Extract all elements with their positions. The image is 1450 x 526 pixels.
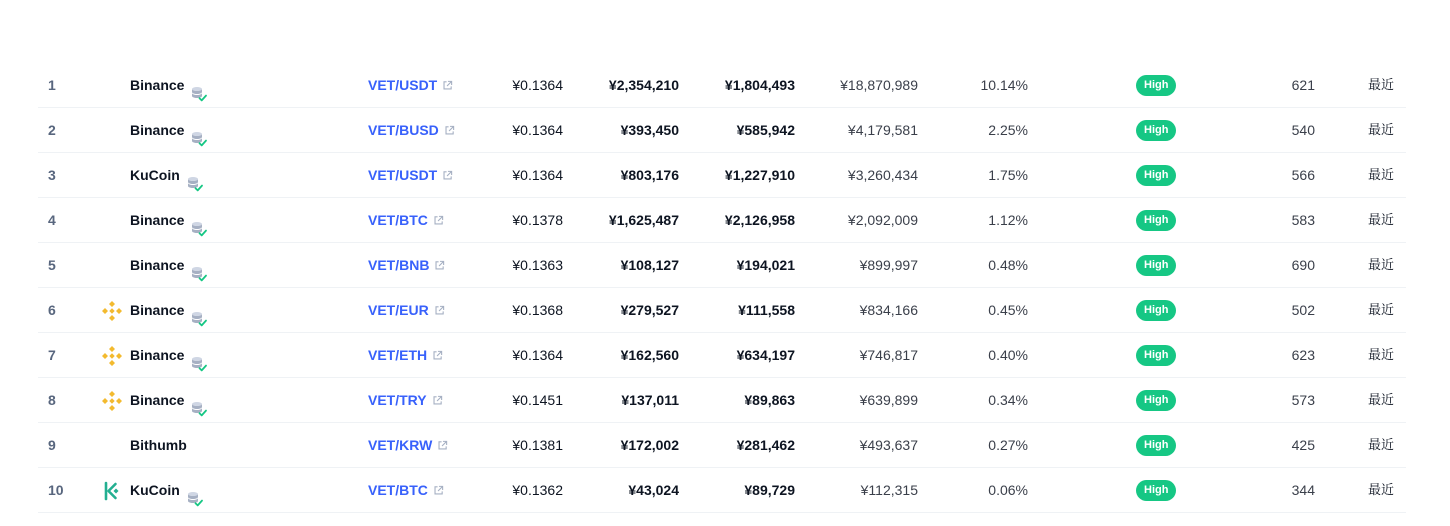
exchange-name[interactable]: Bithumb (130, 437, 187, 453)
depth-minus-cell: ¥585,942 (736, 122, 795, 138)
depth-plus-cell: ¥2,354,210 (608, 77, 679, 93)
pair-label[interactable]: VET/BTC (368, 482, 428, 498)
rank-cell: 2 (48, 122, 56, 138)
confidence-badge: High (1136, 255, 1176, 276)
updated-cell: 最近 (1368, 348, 1395, 363)
exchange-name[interactable]: Binance (130, 212, 185, 228)
pair-link[interactable] (368, 288, 445, 333)
updated-cell: 最近 (1368, 438, 1395, 453)
markets-table (38, 63, 1406, 513)
updated-cell: 最近 (1368, 168, 1395, 183)
updated-cell: 最近 (1368, 258, 1395, 273)
rank-cell: 4 (48, 212, 56, 228)
external-link-icon[interactable] (433, 215, 444, 226)
depth-minus-cell: ¥89,729 (744, 482, 795, 498)
table-row (38, 63, 1406, 108)
pair-link[interactable] (368, 423, 448, 468)
liquidity-score-cell: 344 (1291, 482, 1315, 498)
exchange-name[interactable]: KuCoin (130, 167, 180, 183)
volume-share-cell: 10.14% (980, 77, 1028, 93)
external-link-icon[interactable] (442, 80, 453, 91)
external-link-icon[interactable] (442, 170, 453, 181)
rank-cell: 6 (48, 302, 56, 318)
price-cell: ¥0.1364 (512, 167, 563, 183)
volume-cell: ¥834,166 (859, 302, 918, 318)
pair-label[interactable]: VET/BNB (368, 257, 430, 273)
exchange-name-cell[interactable] (130, 243, 208, 288)
volume-share-cell: 2.25% (988, 122, 1028, 138)
volume-share-cell: 0.45% (988, 302, 1028, 318)
database-check-icon (190, 211, 208, 229)
liquidity-score-cell: 623 (1291, 347, 1315, 363)
liquidity-score-cell: 502 (1291, 302, 1315, 318)
confidence-badge: High (1136, 120, 1176, 141)
exchange-name[interactable]: KuCoin (130, 482, 180, 498)
updated-cell: 最近 (1368, 213, 1395, 228)
volume-share-cell: 0.27% (988, 437, 1028, 453)
liquidity-score-cell: 425 (1291, 437, 1315, 453)
database-check-icon (190, 301, 208, 319)
database-check-icon (186, 166, 204, 184)
depth-minus-cell: ¥634,197 (736, 347, 795, 363)
volume-cell: ¥899,997 (859, 257, 918, 273)
pair-link[interactable] (368, 378, 443, 423)
exchange-name[interactable]: Binance (130, 257, 185, 273)
rank-cell: 1 (48, 77, 56, 93)
pair-label[interactable]: VET/ETH (368, 347, 428, 363)
updated-cell: 最近 (1368, 483, 1395, 498)
pair-link[interactable] (368, 153, 453, 198)
table-row (38, 243, 1406, 288)
pair-link[interactable] (368, 198, 444, 243)
volume-cell: ¥639,899 (859, 392, 918, 408)
pair-link[interactable] (368, 108, 455, 153)
depth-plus-cell: ¥108,127 (620, 257, 679, 273)
volume-share-cell: 1.75% (988, 167, 1028, 183)
database-check-icon (190, 256, 208, 274)
depth-plus-cell: ¥393,450 (620, 122, 679, 138)
exchange-name[interactable]: Binance (130, 77, 185, 93)
database-check-icon (190, 346, 208, 364)
volume-share-cell: 0.48% (988, 257, 1028, 273)
updated-cell: 最近 (1368, 123, 1395, 138)
table-row (38, 198, 1406, 243)
table-row (38, 153, 1406, 198)
depth-plus-cell: ¥137,011 (621, 392, 679, 408)
binance-logo-icon[interactable] (100, 389, 124, 413)
volume-share-cell: 0.06% (988, 482, 1028, 498)
price-cell: ¥0.1451 (512, 392, 563, 408)
depth-minus-cell: ¥1,227,910 (724, 167, 795, 183)
volume-cell: ¥493,637 (859, 437, 918, 453)
external-link-icon[interactable] (432, 395, 443, 406)
table-row (38, 333, 1406, 378)
external-link-icon[interactable] (434, 305, 445, 316)
volume-cell: ¥112,315 (860, 482, 918, 498)
confidence-badge: High (1136, 165, 1176, 186)
liquidity-score-cell: 540 (1291, 122, 1315, 138)
external-link-icon[interactable] (437, 440, 448, 451)
confidence-badge: High (1136, 75, 1176, 96)
updated-cell: 最近 (1368, 393, 1395, 408)
depth-plus-cell: ¥43,024 (628, 482, 679, 498)
rank-cell: 9 (48, 437, 56, 453)
rank-cell: 7 (48, 347, 56, 363)
pair-label[interactable]: VET/USDT (368, 77, 438, 93)
depth-minus-cell: ¥89,863 (744, 392, 795, 408)
exchange-name-cell[interactable] (130, 288, 208, 333)
volume-share-cell: 0.34% (988, 392, 1028, 408)
database-check-icon (190, 391, 208, 409)
price-cell: ¥0.1364 (512, 347, 563, 363)
depth-plus-cell: ¥162,560 (620, 347, 679, 363)
binance-logo-icon[interactable] (100, 299, 124, 323)
rank-cell: 5 (48, 257, 56, 273)
table-row (38, 108, 1406, 153)
volume-cell: ¥746,817 (859, 347, 918, 363)
pair-label[interactable]: VET/EUR (368, 302, 429, 318)
confidence-badge: High (1136, 435, 1176, 456)
exchange-name[interactable]: Binance (130, 302, 185, 318)
pair-label[interactable]: VET/BUSD (368, 122, 439, 138)
liquidity-score-cell: 621 (1291, 77, 1315, 93)
depth-minus-cell: ¥281,462 (736, 437, 795, 453)
pair-label[interactable]: VET/BTC (368, 212, 428, 228)
volume-cell: ¥4,179,581 (847, 122, 918, 138)
depth-plus-cell: ¥1,625,487 (608, 212, 679, 228)
database-check-icon (186, 481, 204, 499)
volume-cell: ¥3,260,434 (847, 167, 918, 183)
rank-cell: 10 (48, 482, 64, 498)
volume-share-cell: 1.12% (988, 212, 1028, 228)
price-cell: ¥0.1368 (512, 302, 563, 318)
pair-label[interactable]: VET/USDT (368, 167, 438, 183)
rank-cell: 3 (48, 167, 56, 183)
depth-minus-cell: ¥111,558 (738, 302, 795, 318)
kucoin-logo-icon[interactable] (100, 479, 124, 503)
depth-minus-cell: ¥2,126,958 (724, 212, 795, 228)
pair-label[interactable]: VET/KRW (368, 437, 433, 453)
confidence-badge: High (1136, 210, 1176, 231)
table-row (38, 378, 1406, 423)
volume-cell: ¥2,092,009 (847, 212, 918, 228)
exchange-name-cell[interactable] (130, 198, 208, 243)
table-row (38, 288, 1406, 333)
rank-cell: 8 (48, 392, 56, 408)
table-row (38, 423, 1406, 468)
price-cell: ¥0.1364 (512, 77, 563, 93)
exchange-name-cell[interactable] (130, 468, 204, 513)
exchange-name[interactable]: Binance (130, 347, 185, 363)
confidence-badge: High (1136, 345, 1176, 366)
database-check-icon (190, 76, 208, 94)
binance-logo-icon[interactable] (100, 344, 124, 368)
exchange-name[interactable]: Binance (130, 392, 185, 408)
confidence-badge: High (1136, 300, 1176, 321)
pair-link[interactable] (368, 468, 444, 513)
pair-link[interactable] (368, 63, 453, 108)
depth-minus-cell: ¥194,021 (736, 257, 795, 273)
liquidity-score-cell: 690 (1291, 257, 1315, 273)
pair-link[interactable] (368, 333, 443, 378)
price-cell: ¥0.1381 (512, 437, 563, 453)
exchange-name-cell[interactable] (130, 63, 208, 108)
confidence-badge: High (1136, 390, 1176, 411)
exchange-name-cell[interactable] (130, 333, 208, 378)
exchange-name-cell[interactable] (130, 378, 208, 423)
updated-cell: 最近 (1368, 78, 1395, 93)
external-link-icon[interactable] (432, 350, 443, 361)
liquidity-score-cell: 573 (1291, 392, 1315, 408)
exchange-name-cell[interactable] (130, 423, 187, 468)
database-check-icon (190, 121, 208, 139)
price-cell: ¥0.1378 (512, 212, 563, 228)
external-link-icon[interactable] (433, 485, 444, 496)
liquidity-score-cell: 566 (1291, 167, 1315, 183)
price-cell: ¥0.1363 (512, 257, 563, 273)
price-cell: ¥0.1364 (512, 122, 563, 138)
external-link-icon[interactable] (444, 125, 455, 136)
price-cell: ¥0.1362 (512, 482, 563, 498)
updated-cell: 最近 (1368, 303, 1395, 318)
external-link-icon[interactable] (434, 260, 445, 271)
table-row (38, 468, 1406, 513)
pair-label[interactable]: VET/TRY (368, 392, 427, 408)
exchange-name[interactable]: Binance (130, 122, 185, 138)
exchange-name-cell[interactable] (130, 153, 204, 198)
pair-link[interactable] (368, 243, 445, 288)
depth-plus-cell: ¥279,527 (620, 302, 679, 318)
depth-plus-cell: ¥803,176 (620, 167, 679, 183)
volume-share-cell: 0.40% (988, 347, 1028, 363)
liquidity-score-cell: 583 (1291, 212, 1315, 228)
depth-plus-cell: ¥172,002 (620, 437, 679, 453)
depth-minus-cell: ¥1,804,493 (724, 77, 795, 93)
volume-cell: ¥18,870,989 (840, 77, 918, 93)
confidence-badge: High (1136, 480, 1176, 501)
exchange-name-cell[interactable] (130, 108, 208, 153)
